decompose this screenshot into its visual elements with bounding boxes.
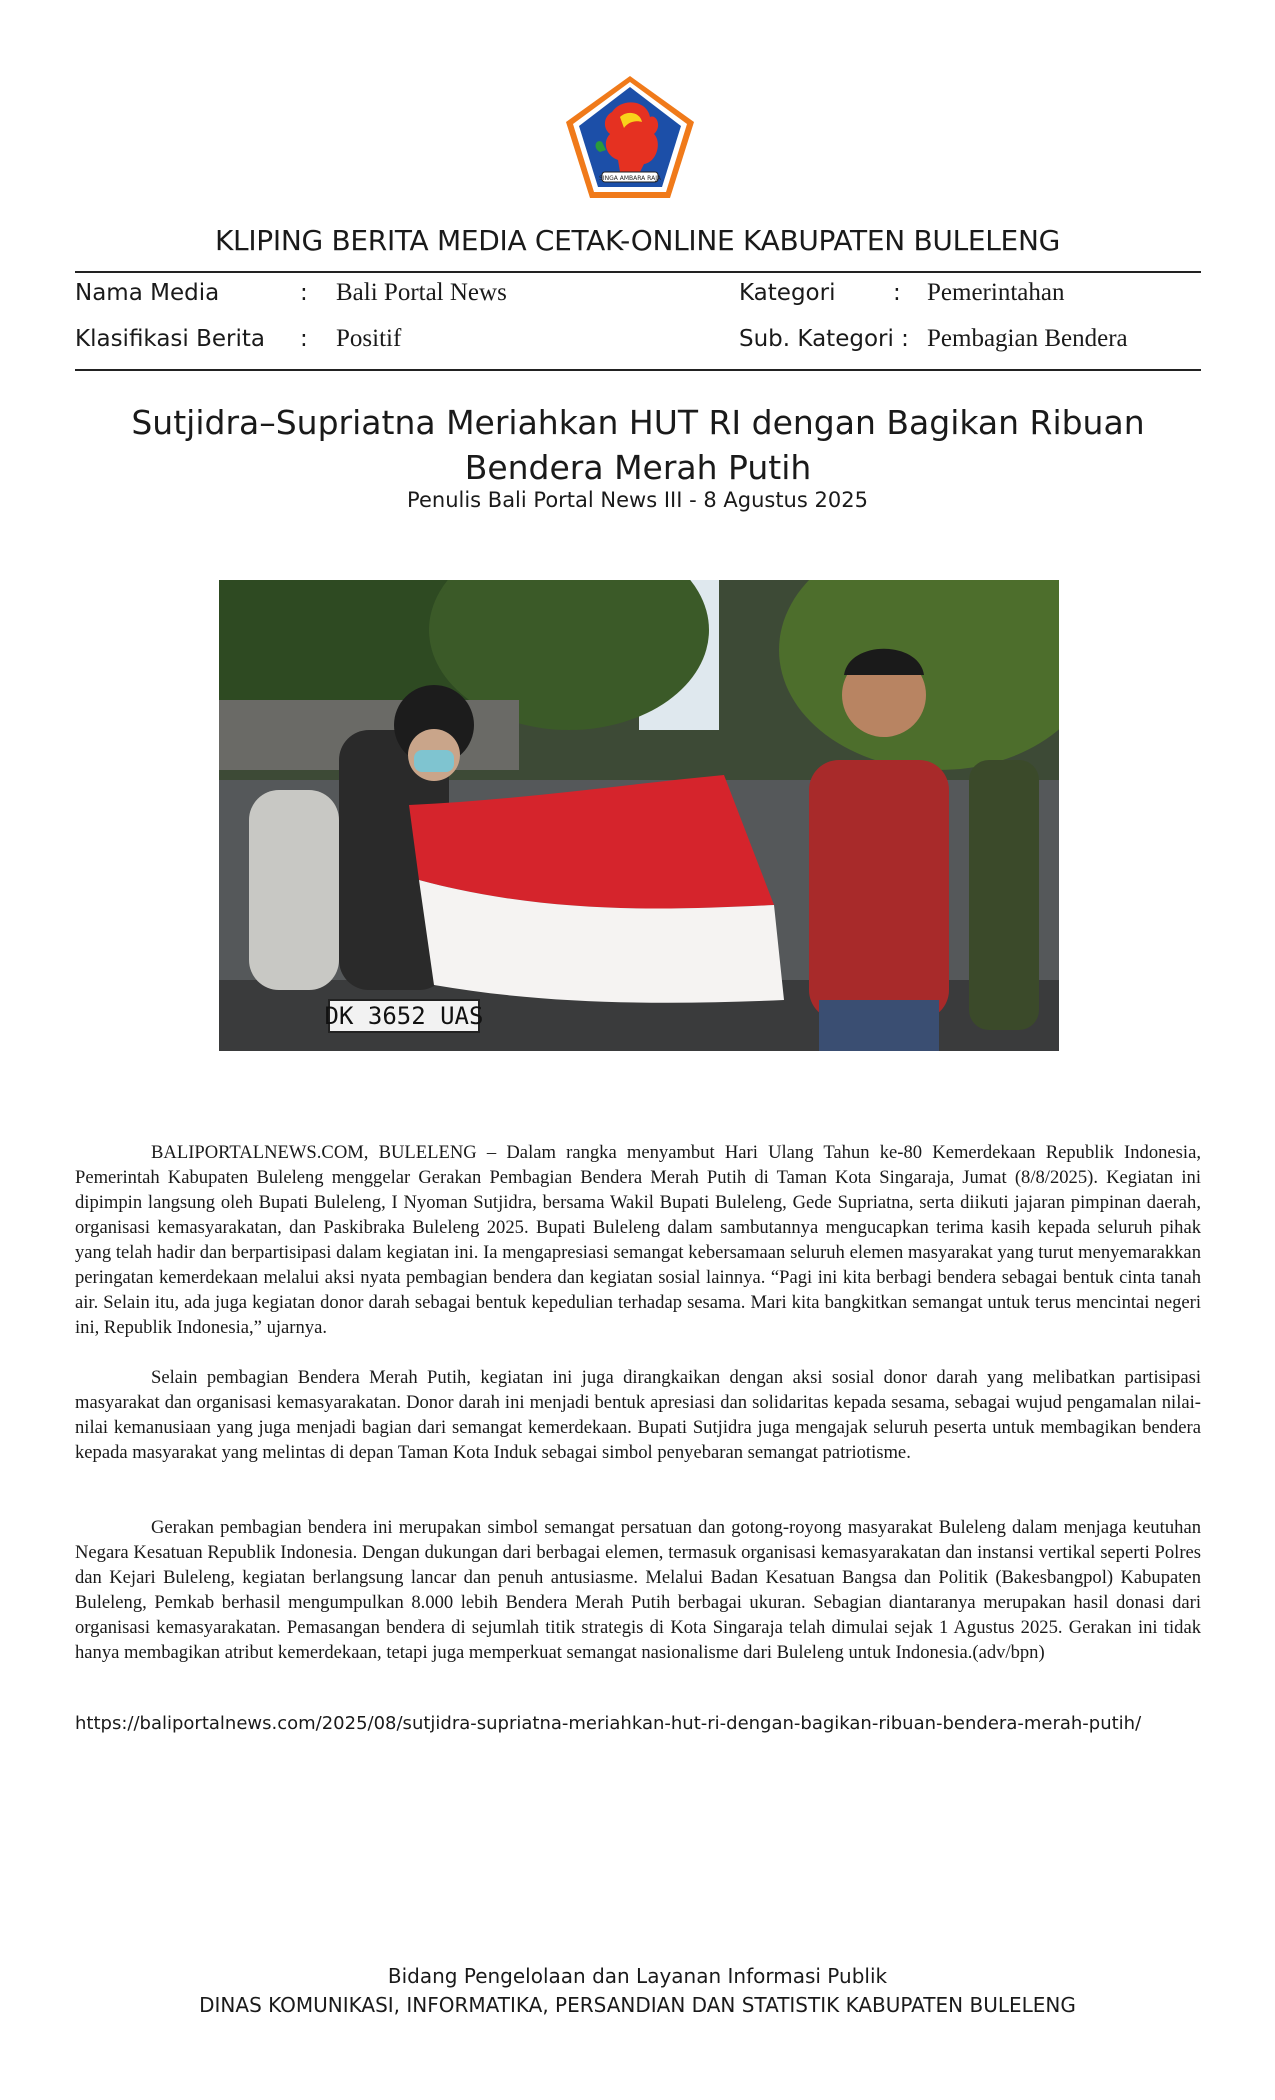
- article-paragraph: Gerakan pembagian bendera ini merupakan simbol semangat persatuan dan gotong-royong masyarakat Buleleng dalam menjaga keutuhan Negara Kesatuan Republik Indonesia. Dengan dukungan dari berbagai elemen, termasuk organisasi kemasyarakatan dan instansi vertikal seperti Polres dan Kejari Buleleng, kegiatan berlangsung lancar dan penuh antusiasme. Melalui Badan Kesatuan Bangsa dan Politik (Bakesbangpol) Kabupaten Buleleng, Pemkab berhasil mengumpulkan 8.000 lebih Bendera Merah Putih berbagai ukuran. Sebagian diantaranya merupakan hasil donasi dari organisasi kemasyarakatan. Pemasangan bendera di sejumlah titik strategis di Kota Singaraja telah dimulai sejak 1 Agustus 2025. Gerakan ini tidak hanya membagikan atribut kemerdekaan, tetapi juga memperkuat semangat nasionalisme dari Buleleng untuk Indonesia.(adv/bpn): [75, 1517, 1201, 1663]
- nama-media-label: Nama Media: [75, 280, 220, 306]
- footer-department: Bidang Pengelolaan dan Layanan Informasi Publik: [387, 1964, 888, 1988]
- kategori-label: Kategori: [739, 280, 836, 306]
- license-plate: DK 3652 UAS: [324, 1002, 484, 1030]
- source-url-link[interactable]: https://baliportalnews.com/2025/08/sutjidra-supriatna-meriahkan-hut-ri-dengan-bagikan-ribuan-bendera-merah-putih/: [75, 1713, 1142, 1734]
- article-paragraph: BALIPORTALNEWS.COM, BULELENG – Dalam rangka menyambut Hari Ulang Tahun ke-80 Kemerdekaan Republik Indonesia, Pemerintah Kabupaten Buleleng menggelar Gerakan Pembagian Bendera Merah Putih di Taman Kota Singaraja, Jumat (8/8/2025). Kegiatan ini dipimpin langsung oleh Bupati Buleleng, I Nyoman Sutjidra, bersama Wakil Bupati Buleleng, Gede Supriatna, serta diikuti jajaran pimpinan daerah, organisasi kemasyarakatan, dan Paskibraka Buleleng 2025. Bupati Buleleng dalam sambutannya mengucapkan terima kasih kepada seluruh pihak yang telah hadir dan berpartisipasi dalam kegiatan ini. Ia mengapresiasi semangat kebersamaan seluruh elemen masyarakat yang turut menyemarakkan peringatan kemerdekaan melalui aksi nyata pembagian bendera dan kegiatan sosial lainnya. “Pagi ini kita berbagi bendera sebagai bentuk cinta tanah air. Selain itu, ada juga kegiatan donor darah sebagai bentuk kepedulian terhadap sesama. Mari kita bangkitkan semangat untuk terus mencintai negeri ini, Republik Indonesia,” ujarnya.: [75, 1142, 1201, 1338]
- sub-kategori-value: Pembagian Bendera: [927, 325, 1128, 352]
- colon: :: [300, 280, 308, 306]
- article-headline: Sutjidra–Supriatna Meriahkan HUT RI dengan Bagikan Ribuan Bendera Merah Putih: [131, 403, 1145, 487]
- colon: :: [300, 326, 308, 352]
- article-byline: Penulis Bali Portal News III - 8 Agustus 2025: [407, 488, 868, 512]
- divider: [75, 369, 1201, 371]
- svg-text:SINGA AMBARA RAJA: SINGA AMBARA RAJA: [599, 175, 661, 182]
- divider: [75, 271, 1201, 273]
- sub-kategori-label: Sub. Kategori :: [739, 326, 909, 352]
- klasifikasi-value: Positif: [336, 325, 402, 352]
- kategori-value: Pemerintahan: [927, 279, 1065, 306]
- klasifikasi-label: Klasifikasi Berita: [75, 326, 266, 352]
- article-photo: [219, 580, 1059, 1051]
- buleleng-regency-logo: [562, 72, 698, 202]
- nama-media-value: Bali Portal News: [336, 279, 507, 306]
- article-paragraph: Selain pembagian Bendera Merah Putih, kegiatan ini juga dirangkaikan dengan aksi sosial donor darah yang melibatkan partisipasi masyarakat dan organisasi kemasyarakatan. Donor darah ini menjadi bentuk apresiasi dan solidaritas kepada sesama, sebagai wujud pengamalan nilai-nilai kemanusiaan yang juga menjadi bagian dari semangat kemerdekaan. Bupati Sutjidra juga mengajak seluruh peserta untuk membagikan bendera kepada masyarakat yang melintas di depan Taman Kota Induk sebagai simbol penyebaran semangat patriotisme.: [75, 1367, 1201, 1463]
- colon: :: [893, 280, 901, 306]
- footer-agency: DINAS KOMUNIKASI, INFORMATIKA, PERSANDIAN DAN STATISTIK KABUPATEN BULELENG: [199, 1993, 1076, 2017]
- document-title: KLIPING BERITA MEDIA CETAK-ONLINE KABUPATEN BULELENG: [214, 224, 1060, 257]
